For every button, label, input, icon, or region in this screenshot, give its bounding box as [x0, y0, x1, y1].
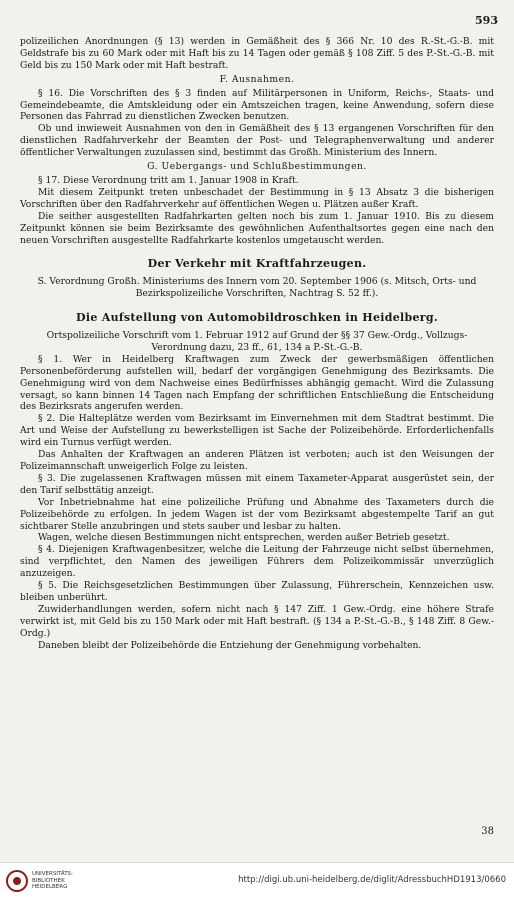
paragraph: Ortspolizeiliche Vorschrift vom 1. Februar 1912 auf Grund der §§ 37 Gew.-Ordg., Vollzugs-Verordnung dazu, 23 ff., 61, 134 a P.-St.-G.-B.	[46, 330, 468, 353]
library-logo[interactable]	[6, 867, 96, 895]
paragraph: Zuwiderhandlungen werden, sofern nicht nach § 147 Ziff. 1 Gew.-Ordg. eine höhere Strafe verwirkt ist, mit Geld bis zu 150 Mark oder mit Haft bestraft. (§ 134 a P.-St.-G.-B., § 148 Ziff. 8 Gew.-Ordg.)	[20, 603, 494, 639]
paragraph: S. Verordnung Großh. Ministeriums des Innern vom 20. September 1906 (s. Mitsch, Orts- und Bezirkspolizeiliche Vorschriften, Nachtrag S. 52 ff.).	[37, 276, 477, 300]
paragraph: § 1. Wer in Heidelberg Kraftwagen zum Zweck der gewerbsmäßigen öffentlichen Personenbeförderung aufstellen will, bedarf der vorgängigen Genehmigung des Bezirksamts. Die Genehmigung wird von dem Nachweise eines Bedürfnisses abhängig gemacht. Wird die Zulassung versagt, so kann binnen 14 Tagen nach Empfang der schriftlichen Entschließung die Entscheidung des Bezirksrats angerufen werden.	[20, 353, 494, 413]
paragraph: Daneben bleibt der Polizeibehörde die Entziehung der Genehmigung vorbehalten.	[38, 639, 422, 651]
page-number: 593	[475, 14, 498, 27]
paragraph: § 5. Die Reichsgesetzlichen Bestimmungen über Zulassung, Führerschein, Kennzeichen usw. bleiben unberührt.	[20, 580, 494, 603]
section-heading: G. Uebergangs- und Schlußbestimmungen.	[147, 161, 367, 173]
seal-icon	[6, 870, 28, 892]
paragraph: § 17. Diese Verordnung tritt am 1. Januar 1908 in Kraft.	[38, 174, 299, 186]
paragraph: § 2. Die Halteplätze werden vom Bezirksamt im Einvernehmen mit dem Stadtrat bestimmt. Die Art und Weise der Aufstellung zu bewerkstelligen ist Sache der Polizeibehörde. Erforderlichenfalls wird ein Turnus verfügt werden.	[20, 413, 494, 449]
paragraph: Die seither ausgestellten Radfahrkarten gelten noch bis zum 1. Januar 1910. Bis zu diesem Zeitpunkt können sie beim Bezirksamte des gewöhnlichen Aufenthaltsortes gegen eine nach den neuen Vorschriften ausgestellte Radfahrkarte kostenlos umgetauscht werden.	[20, 210, 494, 246]
signature-number: 38	[481, 826, 494, 837]
paragraph: polizeilichen Anordnungen (§ 13) werden in Gemäßheit des § 366 Nr. 10 des R.-St.-G.-B. mit Geldstrafe bis zu 60 Mark oder mit Haft bis zu 14 Tagen oder gemäß § 108 Ziff. 5 des P.-St.-G.-B. mit Geld bis zu 150 Mark oder mit Haft bestraft.	[20, 36, 494, 71]
logo-text: UNIVERSITÄTS- BIBLIOTHEK HEIDELBERG	[32, 871, 74, 891]
paragraph: § 3. Die zugelassenen Kraftwagen müssen mit einem Taxameter-Apparat ausgerüstet sein, der den Tarif selbsttätig anzeigt.	[20, 472, 494, 496]
paragraph: Vor Inbetriebnahme hat eine polizeiliche Prüfung und Abnahme des Taxameters durch die Polizeibehörde zu erfolgen. In jedem Wagen ist der vom Bezirksamt abgestempelte Tarif an gut sichtbarer Stelle anzubringen und stets sauber und lesbar zu halten.	[20, 496, 494, 532]
paragraph: Das Anhalten der Kraftwagen an anderen Plätzen ist verboten; auch ist den Weisungen der Polizeimannschaft unweigerlich Folge zu leisten.	[20, 449, 494, 472]
source-url[interactable]: http://digi.ub.uni-heidelberg.de/diglit/AdressbuchHD1913/0660	[238, 875, 506, 885]
paragraph: § 16. Die Vorschriften des § 3 finden auf Militärpersonen in Uniform, Reichs-, Staats- und Gemeindebeamte, die Amtskleidung oder ein Amtszeichen tragen, keine Anwendung, sofern diese Personen das Fahrrad zu dienstlichen Zwecken benutzen.	[20, 87, 494, 123]
paragraph: Mit diesem Zeitpunkt treten unbeschadet der Bestimmung in § 13 Absatz 3 die bisherigen Vorschriften über den Radfahrverkehr auf öffentlichen Wegen u. Plätzen außer Kraft.	[20, 186, 494, 210]
paragraph: Wagen, welche diesen Bestimmungen nicht entsprechen, werden außer Betrieb gesetzt.	[38, 532, 450, 544]
viewer-footer	[0, 862, 514, 899]
page-text	[20, 36, 494, 652]
chapter-heading: Der Verkehr mit Kraftfahrzeugen.	[147, 257, 367, 271]
section-heading: F. Ausnahmen.	[219, 73, 295, 85]
paragraph: Ob und inwieweit Ausnahmen von den in Gemäßheit des § 13 ergangenen Vorschriften für den dienstlichen Radfahrverkehr der Beamten der Post- und Telegraphenverwaltung und anderer öffentlicher Verwaltungen zuzulassen sind, bestimmt das Großh. Ministerium des Innern.	[20, 123, 494, 159]
chapter-heading: Die Aufstellung von Automobildroschken in Heidelberg.	[76, 311, 438, 325]
paragraph: § 4. Diejenigen Kraftwagenbesitzer, welche die Leitung der Fahrzeuge nicht selbst übernehmen, sind verpflichtet, den Namen des jeweiligen Führers dem Polizeikommissär unverzüglich anzuzeigen.	[20, 544, 494, 580]
